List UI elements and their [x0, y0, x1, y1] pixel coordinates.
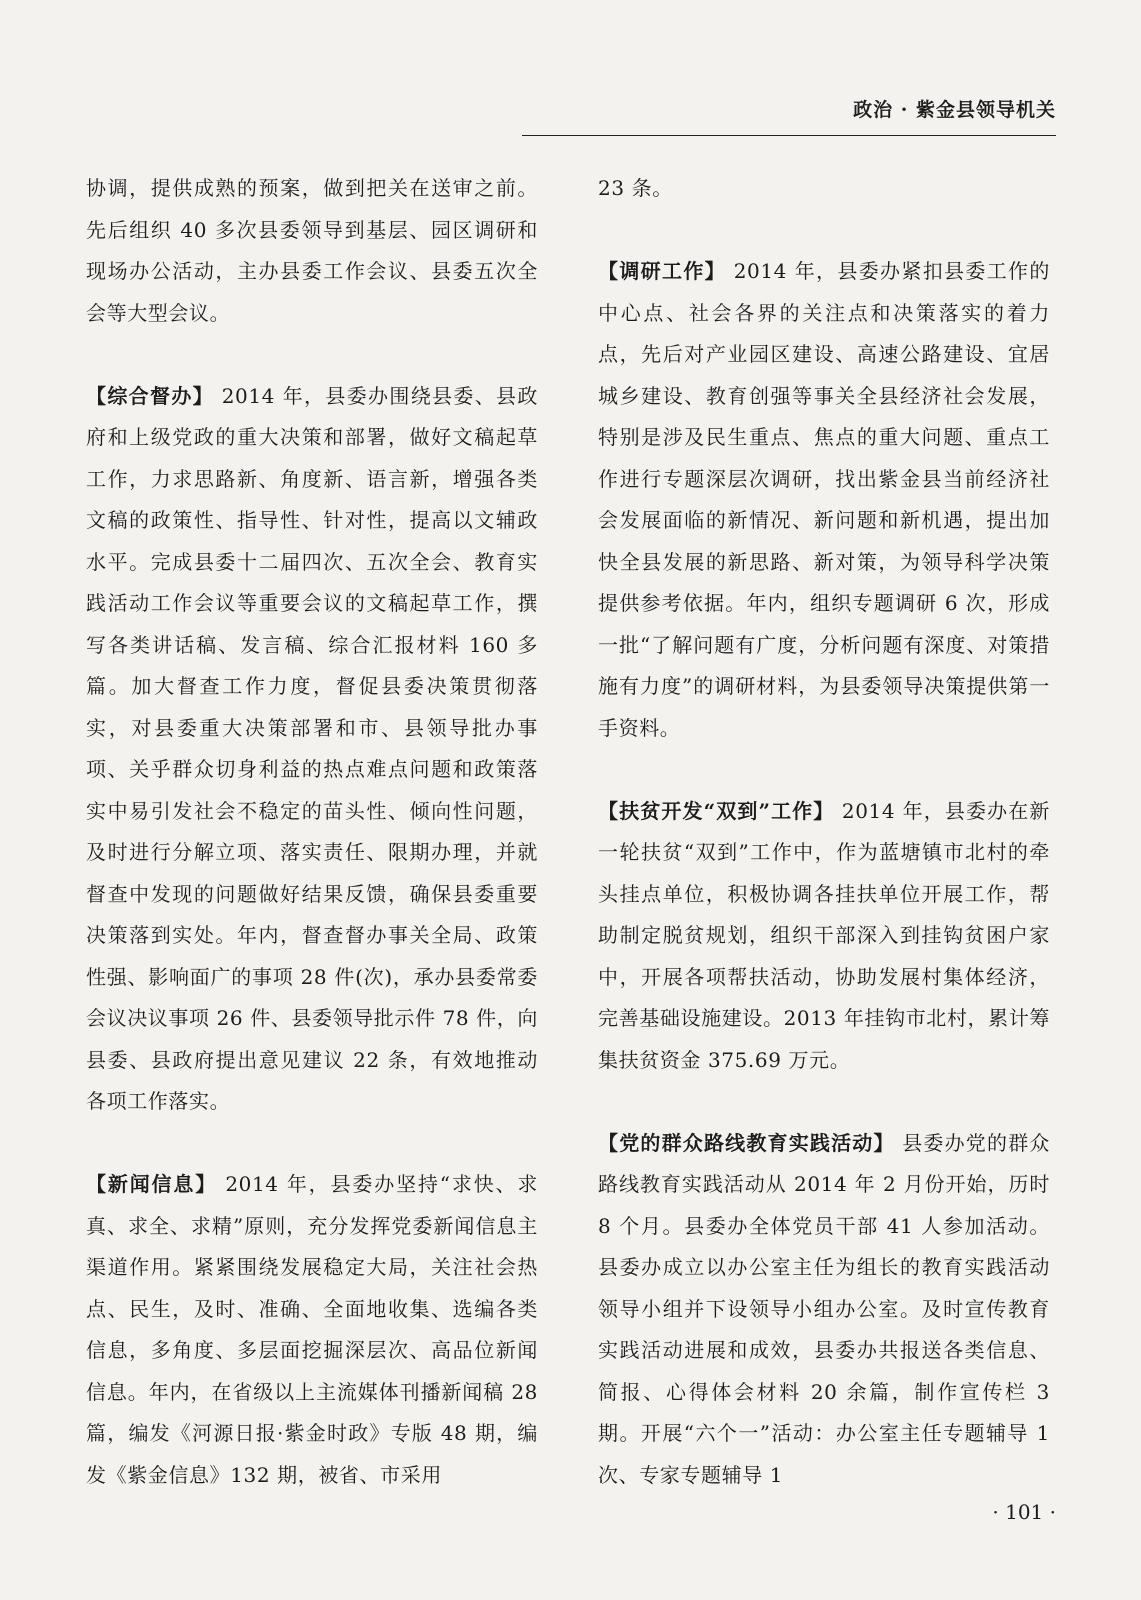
section-heading: 【综合督办】	[86, 383, 215, 408]
section-mass-line-education	[598, 1123, 1050, 1497]
left-column	[86, 168, 538, 1496]
paragraph-gap	[598, 210, 1050, 252]
page-number: · 101 ·	[992, 1500, 1056, 1524]
intro-paragraph: 协调，提供成熟的预案，做到把关在送审之前。先后组织 40 多次县委领导到基层、园区调研和现场办公活动，主办县委工作会议、县委五次全会等大型会议。	[86, 176, 538, 325]
section-body: 2014 年，县委办坚持“求快、求真、求全、求精”原则，充分发挥党委新闻信息主渠道作用。紧紧围绕发展稳定大局，关注社会热点、民生，及时、准确、全面地收集、选编各类信息，多角度、多层面挖掘深层次、高品位新闻信息。年内，在省级以上主流媒体刊播新闻稿 28 篇，编发《河源日报·紫金时政》专版 48 期，编发《紫金信息》132 期，被省、市采用	[86, 1172, 538, 1487]
section-heading: 【党的群众路线教育实践活动】	[598, 1130, 895, 1155]
running-header: 政治 · 紫金县领导机关	[853, 99, 1056, 121]
paragraph-gap	[86, 334, 538, 376]
paragraph-gap	[598, 1081, 1050, 1123]
section-heading: 【扶贫开发“双到”工作】	[598, 798, 835, 823]
section-poverty-alleviation	[598, 791, 1050, 1082]
section-body: 县委办党的群众路线教育实践活动从 2014 年 2 月份开始，历时 8 个月。县委办全体党员干部 41 人参加活动。县委办成立以办公室主任为组长的教育实践活动领导小组并下设领导小组办公室。及时宣传教育实践活动进展和成效，县委办共报送各类信息、简报、心得体会材料 20 余篇，制作宣传栏 3 期。开展“六个一”活动：办公室主任专题辅导 1 次、专家专题辅导 1	[598, 1130, 1050, 1487]
header-rule	[522, 135, 1056, 136]
section-news-information	[86, 1164, 538, 1496]
paragraph-gap	[86, 1123, 538, 1165]
continuation-paragraph: 23 条。	[598, 176, 673, 200]
section-research-work	[598, 251, 1050, 749]
section-body: 2014 年，县委办在新一轮扶贫“双到”工作中，作为蓝塘镇市北村的牵头挂点单位，积极协调各挂扶单位开展工作，帮助制定脱贫规划，组织干部深入到挂钩贫困户家中，开展各项帮扶活动，协助发展村集体经济，完善基础设施建设。2013 年挂钩市北村，累计筹集扶贫资金 375.69 万元。	[598, 798, 1050, 1072]
section-comprehensive-supervision	[86, 376, 538, 1123]
section-heading: 【调研工作】	[598, 259, 727, 283]
section-heading: 【新闻信息】	[86, 1172, 218, 1196]
section-body: 2014 年，县委办围绕县委、县政府和上级党政的重大决策和部署，做好文稿起草工作，力求思路新、角度新、语言新，增强各类文稿的政策性、指导性、针对性，提高以文辅政水平。完成县委十二届四次、五次全会、教育实践活动工作会议等重要会议的文稿起草工作，撰写各类讲话稿、发言稿、综合汇报材料 160 多篇。加大督查工作力度，督促县委决策贯彻落实，对县委重大决策部署和市、县领导批办事项、关乎群众切身利益的热点难点问题和政策落实中易引发社会不稳定的苗头性、倾向性问题，及时进行分解立项、落实责任、限期办理，并就督查中发现的问题做好结果反馈，确保县委重要决策落到实处。年内，督查督办事关全局、政策性强、影响面广的事项 28 件(次)，承办县委常委会议决议事项 26 件、县委领导批示件 78 件，向县委、县政府提出意见建议 22 条，有效地推动各项工作落实。	[86, 383, 538, 1113]
paragraph-gap	[598, 749, 1050, 791]
right-column	[598, 168, 1050, 1496]
section-body: 2014 年，县委办紧扣县委工作的中心点、社会各界的关注点和决策落实的着力点，先后对产业园区建设、高速公路建设、宜居城乡建设、教育创强等事关全县经济社会发展，特别是涉及民生重点、焦点的重大问题、重点工作进行专题深层次调研，找出紫金县当前经济社会发展面临的新情况、新问题和新机遇，提出加快全县发展的新思路、新对策，为领导科学决策提供参考依据。年内，组织专题调研 6 次，形成一批“了解问题有广度，分析问题有深度、对策措施有力度”的调研材料，为县委领导决策提供第一手资料。	[598, 259, 1050, 740]
